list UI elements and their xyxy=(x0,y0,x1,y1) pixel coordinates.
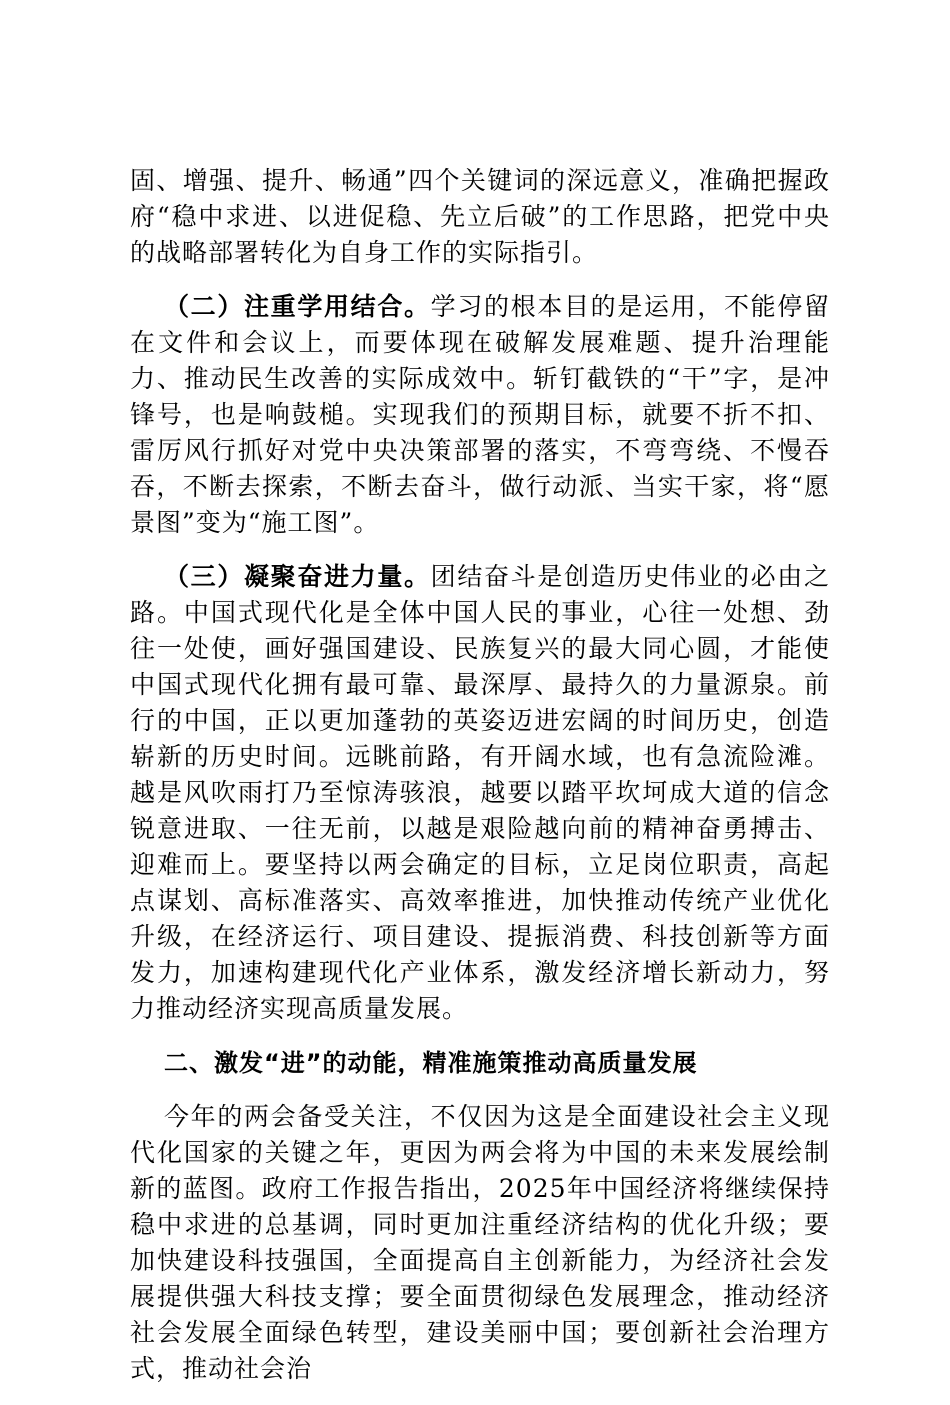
subsection-heading-3: （三）凝聚奋进力量。 xyxy=(164,562,431,591)
subsection-heading-2: （二）注重学用结合。 xyxy=(164,292,431,321)
paragraph-section-2 xyxy=(130,289,830,541)
paragraph-continuation: 固、增强、提升、畅通”四个关键词的深远意义，准确把握政府“稳中求进、以进促稳、先立后破”的工作思路，把党中央的战略部署转化为自身工作的实际指引。 xyxy=(130,166,830,267)
section-heading: 二、激发“进”的动能，精准施策推动高质量发展 xyxy=(164,1049,698,1077)
paragraph-body-3: 团结奋斗是创造历史伟业的必由之路。中国式现代化是全体中国人民的事业，心往一处想、劲往一处使，画好强国建设、民族复兴的最大同心圆，才能使中国式现代化拥有最可靠、最深厚、最持久的力量源泉。前行的中国，正以更加蓬勃的英姿迈进宏阔的时间历史，创造崭新的历史时间。远眺前路，有开阔水域，也有急流险滩。越是风吹雨打乃至惊涛骇浪，越要以踏平坎坷成大道的信念锐意进取、一往无前，以越是艰险越向前的精神奋勇搏击、迎难而上。要坚持以两会确定的目标，立足岗位职责，高起点谋划、高标准落实、高效率推进，加快推动传统产业优化升级，在经济运行、项目建设、提振消费、科技创新等方面发力，加速构建现代化产业体系，激发经济增长新动力，努力推动经济实现高质量发展。 xyxy=(130,562,830,1023)
paragraph-body-4: 今年的两会备受关注，不仅因为这是全面建设社会主义现代化国家的关键之年，更因为两会将为中国的未来发展绘制新的蓝图。政府工作报告指出，2025年中国经济将继续保持稳中求进的总基调，同时更加注重经济结构的优化升级；要加快建设科技强国，全面提高自主创新能力，为经济社会发展提供强大科技支撑；要全面贯彻绿色发展理念，推动经济社会发展全面绿色转型，建设美丽中国；要创新社会治理方式，推动社会治 xyxy=(130,1102,830,1383)
paragraph-body-2: 学习的根本目的是运用，不能停留在文件和会议上，而要体现在破解发展难题、提升治理能力、推动民生改善的实际成效中。斩钉截铁的“干”字，是冲锋号，也是响鼓槌。实现我们的预期目标，就要不折不扣、雷厉风行抓好对党中央决策部署的落实，不弯弯绕、不慢吞吞，不断去探索，不断去奋斗，做行动派、当实干家，将“愿景图”变为“施工图”。 xyxy=(130,292,830,537)
paragraph-section-3 xyxy=(130,559,830,1027)
document-page xyxy=(130,163,830,1405)
